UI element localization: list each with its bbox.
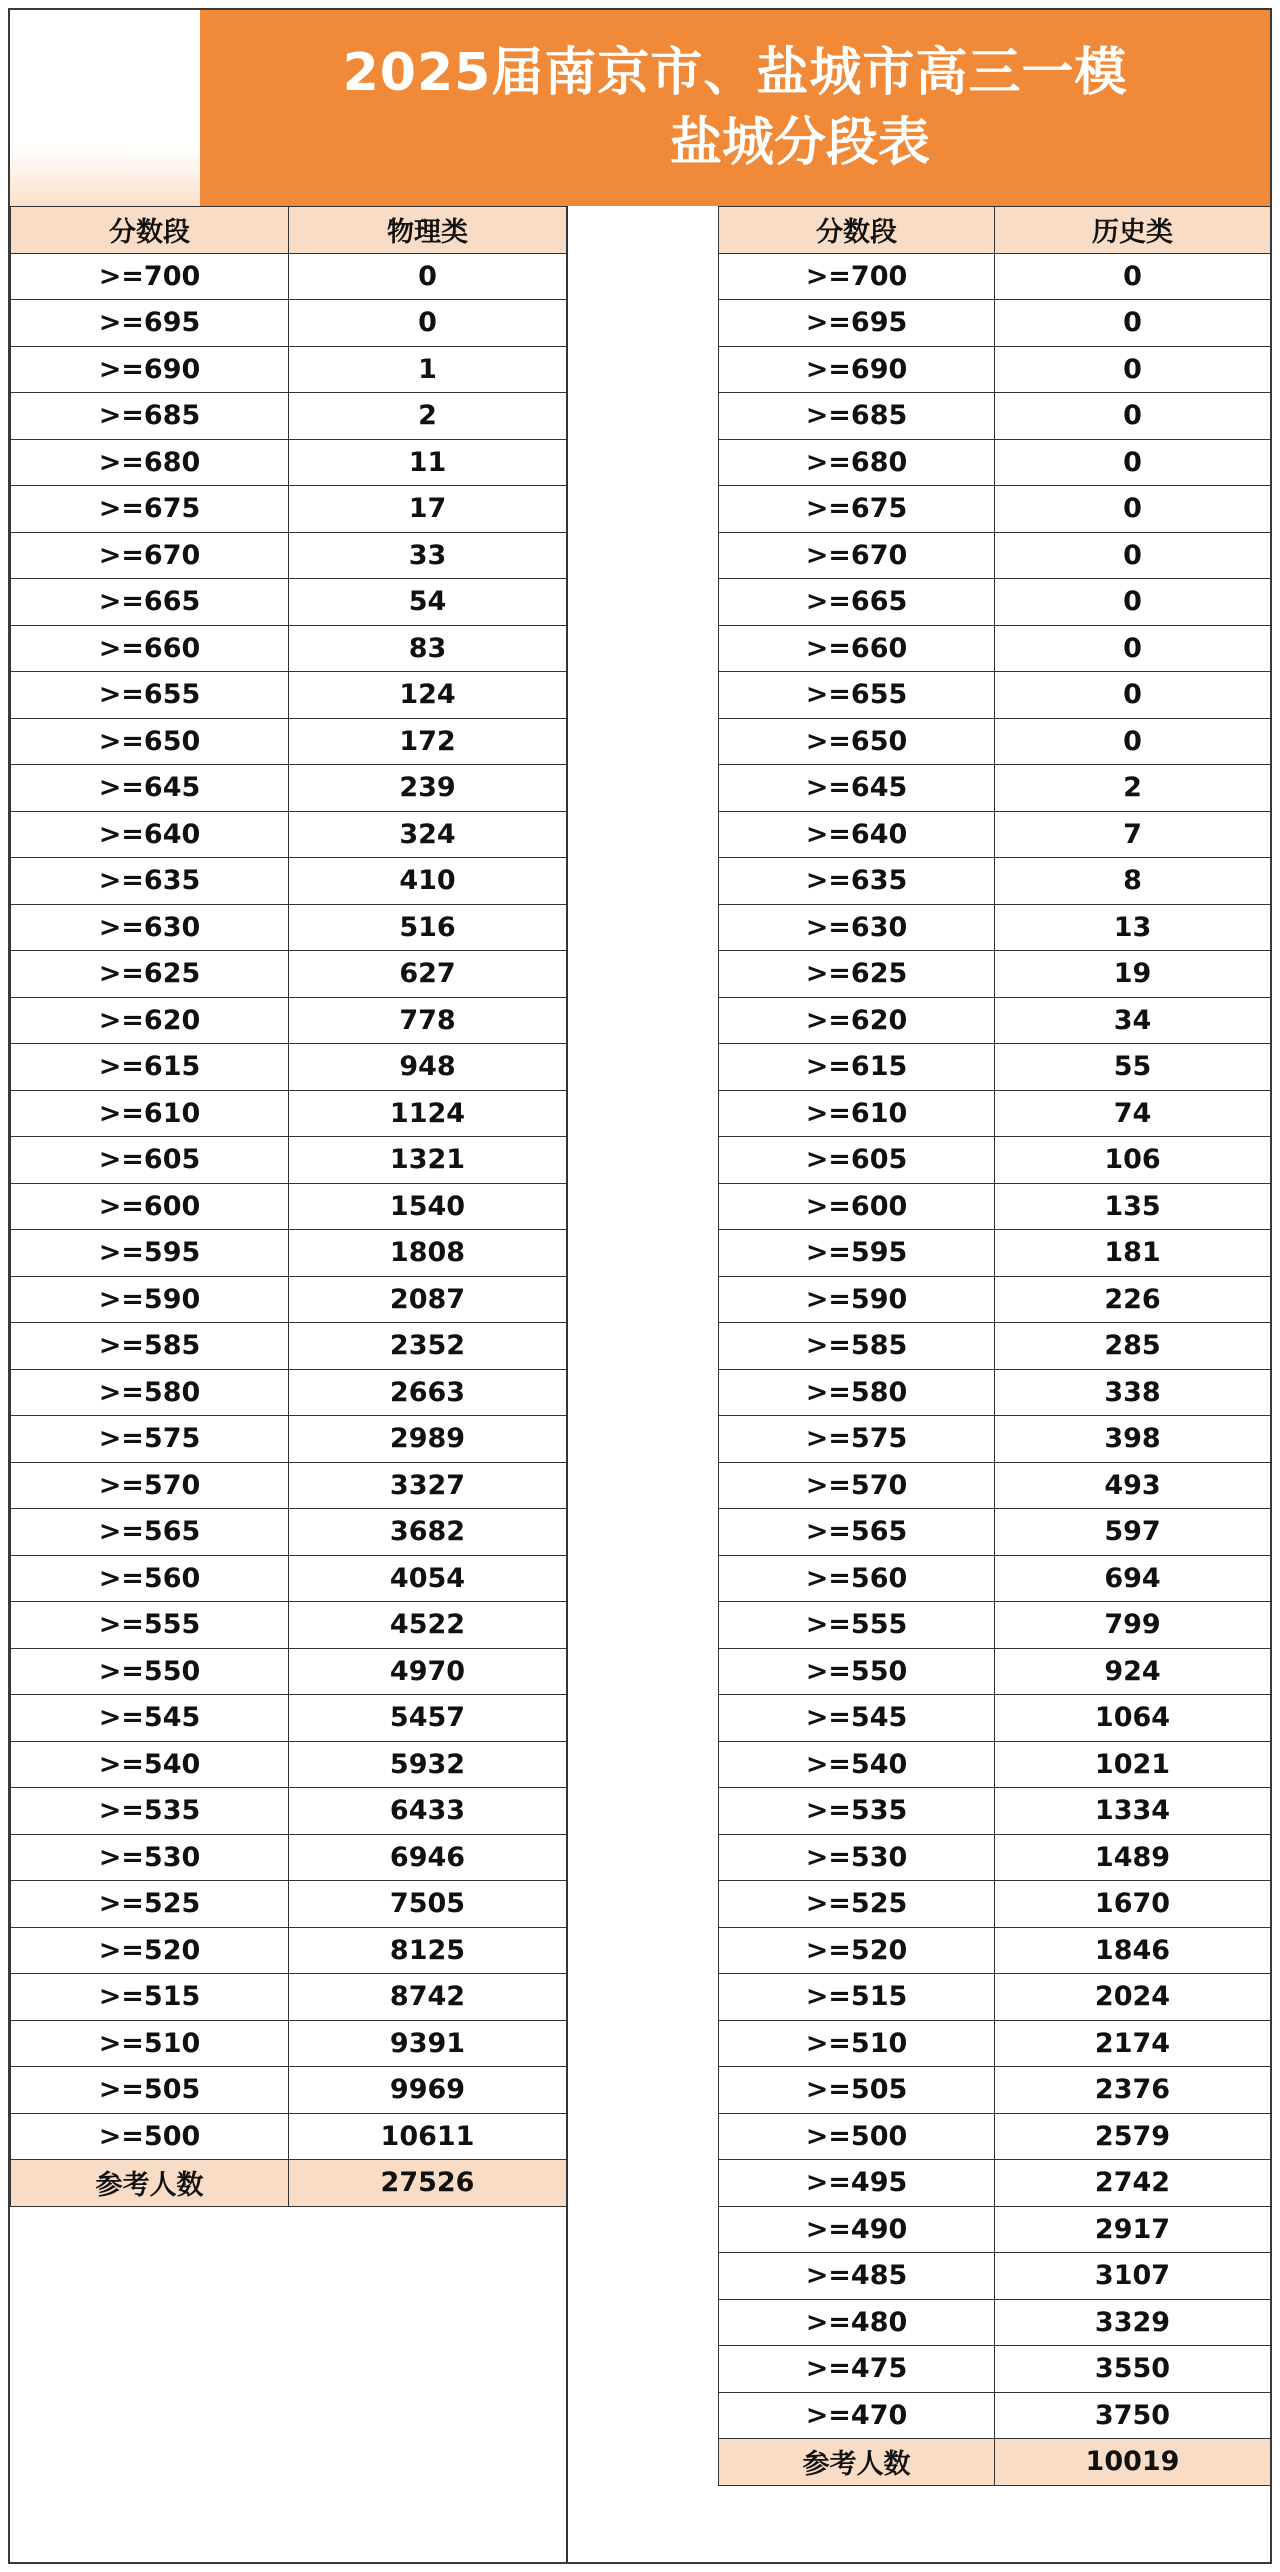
count-cell: 8 [995, 858, 1271, 905]
count-cell: 124 [289, 672, 567, 719]
score-range-cell: 分数段 [11, 207, 289, 254]
count-cell: 0 [995, 625, 1271, 672]
score-range-cell: >=670 [719, 532, 995, 579]
count-cell: 2174 [995, 2020, 1271, 2067]
score-range-cell: >=620 [719, 997, 995, 1044]
score-range-cell: >=480 [719, 2299, 995, 2346]
score-range-cell: >=660 [11, 625, 289, 672]
score-range-cell: >=540 [11, 1741, 289, 1788]
count-cell: 2087 [289, 1276, 567, 1323]
score-range-cell: >=625 [11, 951, 289, 998]
count-cell: 7505 [289, 1881, 567, 1928]
count-cell: 181 [995, 1230, 1271, 1277]
score-range-cell: >=630 [11, 904, 289, 951]
count-cell: 17 [289, 486, 567, 533]
score-range-cell: >=575 [719, 1416, 995, 1463]
count-cell: 410 [289, 858, 567, 905]
count-cell: 13 [995, 904, 1271, 951]
score-range-cell: >=700 [11, 253, 289, 300]
count-cell: 2917 [995, 2206, 1271, 2253]
score-range-cell: >=595 [719, 1230, 995, 1277]
count-cell: 83 [289, 625, 567, 672]
count-cell: 1670 [995, 1881, 1271, 1928]
score-range-cell: >=665 [719, 579, 995, 626]
score-range-cell: >=495 [719, 2160, 995, 2207]
score-range-cell: 参考人数 [719, 2439, 995, 2486]
count-cell: 0 [995, 672, 1271, 719]
score-range-cell: >=515 [719, 1974, 995, 2021]
score-range-cell: 分数段 [719, 207, 995, 254]
count-cell: 历史类 [995, 207, 1271, 254]
score-range-cell: >=690 [719, 346, 995, 393]
score-range-cell: >=520 [11, 1927, 289, 1974]
count-cell: 627 [289, 951, 567, 998]
score-range-cell: 参考人数 [11, 2160, 289, 2207]
score-range-cell: >=675 [11, 486, 289, 533]
score-range-cell: >=685 [11, 393, 289, 440]
count-cell: 6433 [289, 1788, 567, 1835]
count-cell: 0 [289, 300, 567, 347]
score-range-cell: >=550 [11, 1648, 289, 1695]
count-cell: 285 [995, 1323, 1271, 1370]
score-range-cell: >=670 [11, 532, 289, 579]
count-cell: 74 [995, 1090, 1271, 1137]
count-cell: 516 [289, 904, 567, 951]
count-cell: 0 [995, 253, 1271, 300]
score-range-cell: >=580 [719, 1369, 995, 1416]
count-cell: 2352 [289, 1323, 567, 1370]
score-range-cell: >=520 [719, 1927, 995, 1974]
score-range-cell: >=630 [719, 904, 995, 951]
score-range-cell: >=560 [719, 1555, 995, 1602]
count-cell: 239 [289, 765, 567, 812]
count-cell: 1846 [995, 1927, 1271, 1974]
score-range-cell: >=655 [719, 672, 995, 719]
count-cell: 1064 [995, 1695, 1271, 1742]
count-cell: 226 [995, 1276, 1271, 1323]
score-range-cell: >=515 [11, 1974, 289, 2021]
score-range-cell: >=665 [11, 579, 289, 626]
count-cell: 948 [289, 1044, 567, 1091]
score-range-cell: >=470 [719, 2392, 995, 2439]
score-range-cell: >=615 [719, 1044, 995, 1091]
score-range-cell: >=535 [719, 1788, 995, 1835]
count-cell: 1808 [289, 1230, 567, 1277]
score-range-cell: >=485 [719, 2253, 995, 2300]
count-cell: 11 [289, 439, 567, 486]
title-line-1: 2025届南京市、盐城市高三一模 [342, 43, 1128, 103]
count-cell: 106 [995, 1137, 1271, 1184]
score-range-cell: >=655 [11, 672, 289, 719]
count-cell: 10611 [289, 2113, 567, 2160]
count-cell: 2024 [995, 1974, 1271, 2021]
count-cell: 7 [995, 811, 1271, 858]
score-range-cell: >=695 [719, 300, 995, 347]
count-cell: 9391 [289, 2020, 567, 2067]
score-range-cell: >=570 [11, 1462, 289, 1509]
score-range-cell: >=645 [719, 765, 995, 812]
count-cell: 2663 [289, 1369, 567, 1416]
count-cell: 0 [289, 253, 567, 300]
count-cell: 4054 [289, 1555, 567, 1602]
score-range-cell: >=600 [719, 1183, 995, 1230]
count-cell: 4970 [289, 1648, 567, 1695]
count-cell: 2 [289, 393, 567, 440]
score-range-cell: >=610 [11, 1090, 289, 1137]
count-cell: 54 [289, 579, 567, 626]
count-cell: 55 [995, 1044, 1271, 1091]
count-cell: 3550 [995, 2346, 1271, 2393]
count-cell: 4522 [289, 1602, 567, 1649]
count-cell: 34 [995, 997, 1271, 1044]
count-cell: 1124 [289, 1090, 567, 1137]
count-cell: 0 [995, 300, 1271, 347]
score-range-cell: >=560 [11, 1555, 289, 1602]
score-range-cell: >=490 [719, 2206, 995, 2253]
count-cell: 2742 [995, 2160, 1271, 2207]
score-range-cell: >=575 [11, 1416, 289, 1463]
count-cell: 8125 [289, 1927, 567, 1974]
score-range-cell: >=545 [11, 1695, 289, 1742]
score-range-cell: >=565 [11, 1509, 289, 1556]
score-range-cell: >=475 [719, 2346, 995, 2393]
score-range-cell: >=510 [11, 2020, 289, 2067]
count-cell: 398 [995, 1416, 1271, 1463]
count-cell: 物理类 [289, 207, 567, 254]
count-cell: 493 [995, 1462, 1271, 1509]
count-cell: 19 [995, 951, 1271, 998]
count-cell: 2989 [289, 1416, 567, 1463]
count-cell: 799 [995, 1602, 1271, 1649]
count-cell: 3750 [995, 2392, 1271, 2439]
page-frame [8, 8, 1272, 2564]
count-cell: 324 [289, 811, 567, 858]
score-range-cell: >=500 [719, 2113, 995, 2160]
score-range-cell: >=585 [11, 1323, 289, 1370]
score-range-cell: >=645 [11, 765, 289, 812]
score-range-cell: >=535 [11, 1788, 289, 1835]
score-range-cell: >=540 [719, 1741, 995, 1788]
count-cell: 0 [995, 532, 1271, 579]
count-cell: 597 [995, 1509, 1271, 1556]
count-cell: 2579 [995, 2113, 1271, 2160]
score-range-cell: >=565 [719, 1509, 995, 1556]
count-cell: 1321 [289, 1137, 567, 1184]
score-range-cell: >=680 [719, 439, 995, 486]
score-range-cell: >=680 [11, 439, 289, 486]
score-range-cell: >=580 [11, 1369, 289, 1416]
score-range-cell: >=605 [11, 1137, 289, 1184]
count-cell: 1334 [995, 1788, 1271, 1835]
score-range-cell: >=675 [719, 486, 995, 533]
score-range-cell: >=605 [719, 1137, 995, 1184]
score-range-cell: >=530 [11, 1834, 289, 1881]
count-cell: 3329 [995, 2299, 1271, 2346]
score-range-cell: >=545 [719, 1695, 995, 1742]
count-cell: 3107 [995, 2253, 1271, 2300]
score-range-cell: >=635 [11, 858, 289, 905]
count-cell: 3682 [289, 1509, 567, 1556]
count-cell: 27526 [289, 2160, 567, 2207]
count-cell: 33 [289, 532, 567, 579]
score-range-cell: >=500 [11, 2113, 289, 2160]
count-cell: 2376 [995, 2067, 1271, 2114]
count-cell: 3327 [289, 1462, 567, 1509]
count-cell: 0 [995, 346, 1271, 393]
score-range-cell: >=685 [719, 393, 995, 440]
count-cell: 0 [995, 439, 1271, 486]
count-cell: 694 [995, 1555, 1271, 1602]
score-range-cell: >=615 [11, 1044, 289, 1091]
score-range-cell: >=695 [11, 300, 289, 347]
count-cell: 135 [995, 1183, 1271, 1230]
score-range-cell: >=590 [719, 1276, 995, 1323]
count-cell: 0 [995, 393, 1271, 440]
count-cell: 1021 [995, 1741, 1271, 1788]
score-range-cell: >=620 [11, 997, 289, 1044]
count-cell: 0 [995, 718, 1271, 765]
count-cell: 9969 [289, 2067, 567, 2114]
score-range-cell: >=660 [719, 625, 995, 672]
title-line-2: 盐城分段表 [669, 113, 930, 173]
score-range-cell: >=635 [719, 858, 995, 905]
count-cell: 6946 [289, 1834, 567, 1881]
score-range-cell: >=530 [719, 1834, 995, 1881]
score-range-cell: >=585 [719, 1323, 995, 1370]
count-cell: 10019 [995, 2439, 1271, 2486]
count-cell: 5457 [289, 1695, 567, 1742]
score-range-cell: >=525 [719, 1881, 995, 1928]
count-cell: 0 [995, 579, 1271, 626]
score-range-cell: >=640 [719, 811, 995, 858]
score-range-cell: >=640 [11, 811, 289, 858]
score-range-cell: >=505 [719, 2067, 995, 2114]
score-range-cell: >=590 [11, 1276, 289, 1323]
count-cell: 1540 [289, 1183, 567, 1230]
score-range-cell: >=570 [719, 1462, 995, 1509]
count-cell: 2 [995, 765, 1271, 812]
count-cell: 8742 [289, 1974, 567, 2021]
score-range-cell: >=510 [719, 2020, 995, 2067]
count-cell: 778 [289, 997, 567, 1044]
score-range-cell: >=595 [11, 1230, 289, 1277]
score-range-cell: >=525 [11, 1881, 289, 1928]
score-range-cell: >=690 [11, 346, 289, 393]
count-cell: 172 [289, 718, 567, 765]
count-cell: 1489 [995, 1834, 1271, 1881]
score-range-cell: >=550 [719, 1648, 995, 1695]
score-range-cell: >=650 [719, 718, 995, 765]
score-range-cell: >=600 [11, 1183, 289, 1230]
score-range-cell: >=625 [719, 951, 995, 998]
count-cell: 5932 [289, 1741, 567, 1788]
score-range-cell: >=610 [719, 1090, 995, 1137]
score-range-cell: >=650 [11, 718, 289, 765]
count-cell: 0 [995, 486, 1271, 533]
count-cell: 338 [995, 1369, 1271, 1416]
score-range-cell: >=700 [719, 253, 995, 300]
score-range-cell: >=505 [11, 2067, 289, 2114]
score-range-cell: >=555 [11, 1602, 289, 1649]
score-range-cell: >=555 [719, 1602, 995, 1649]
count-cell: 924 [995, 1648, 1271, 1695]
count-cell: 1 [289, 346, 567, 393]
